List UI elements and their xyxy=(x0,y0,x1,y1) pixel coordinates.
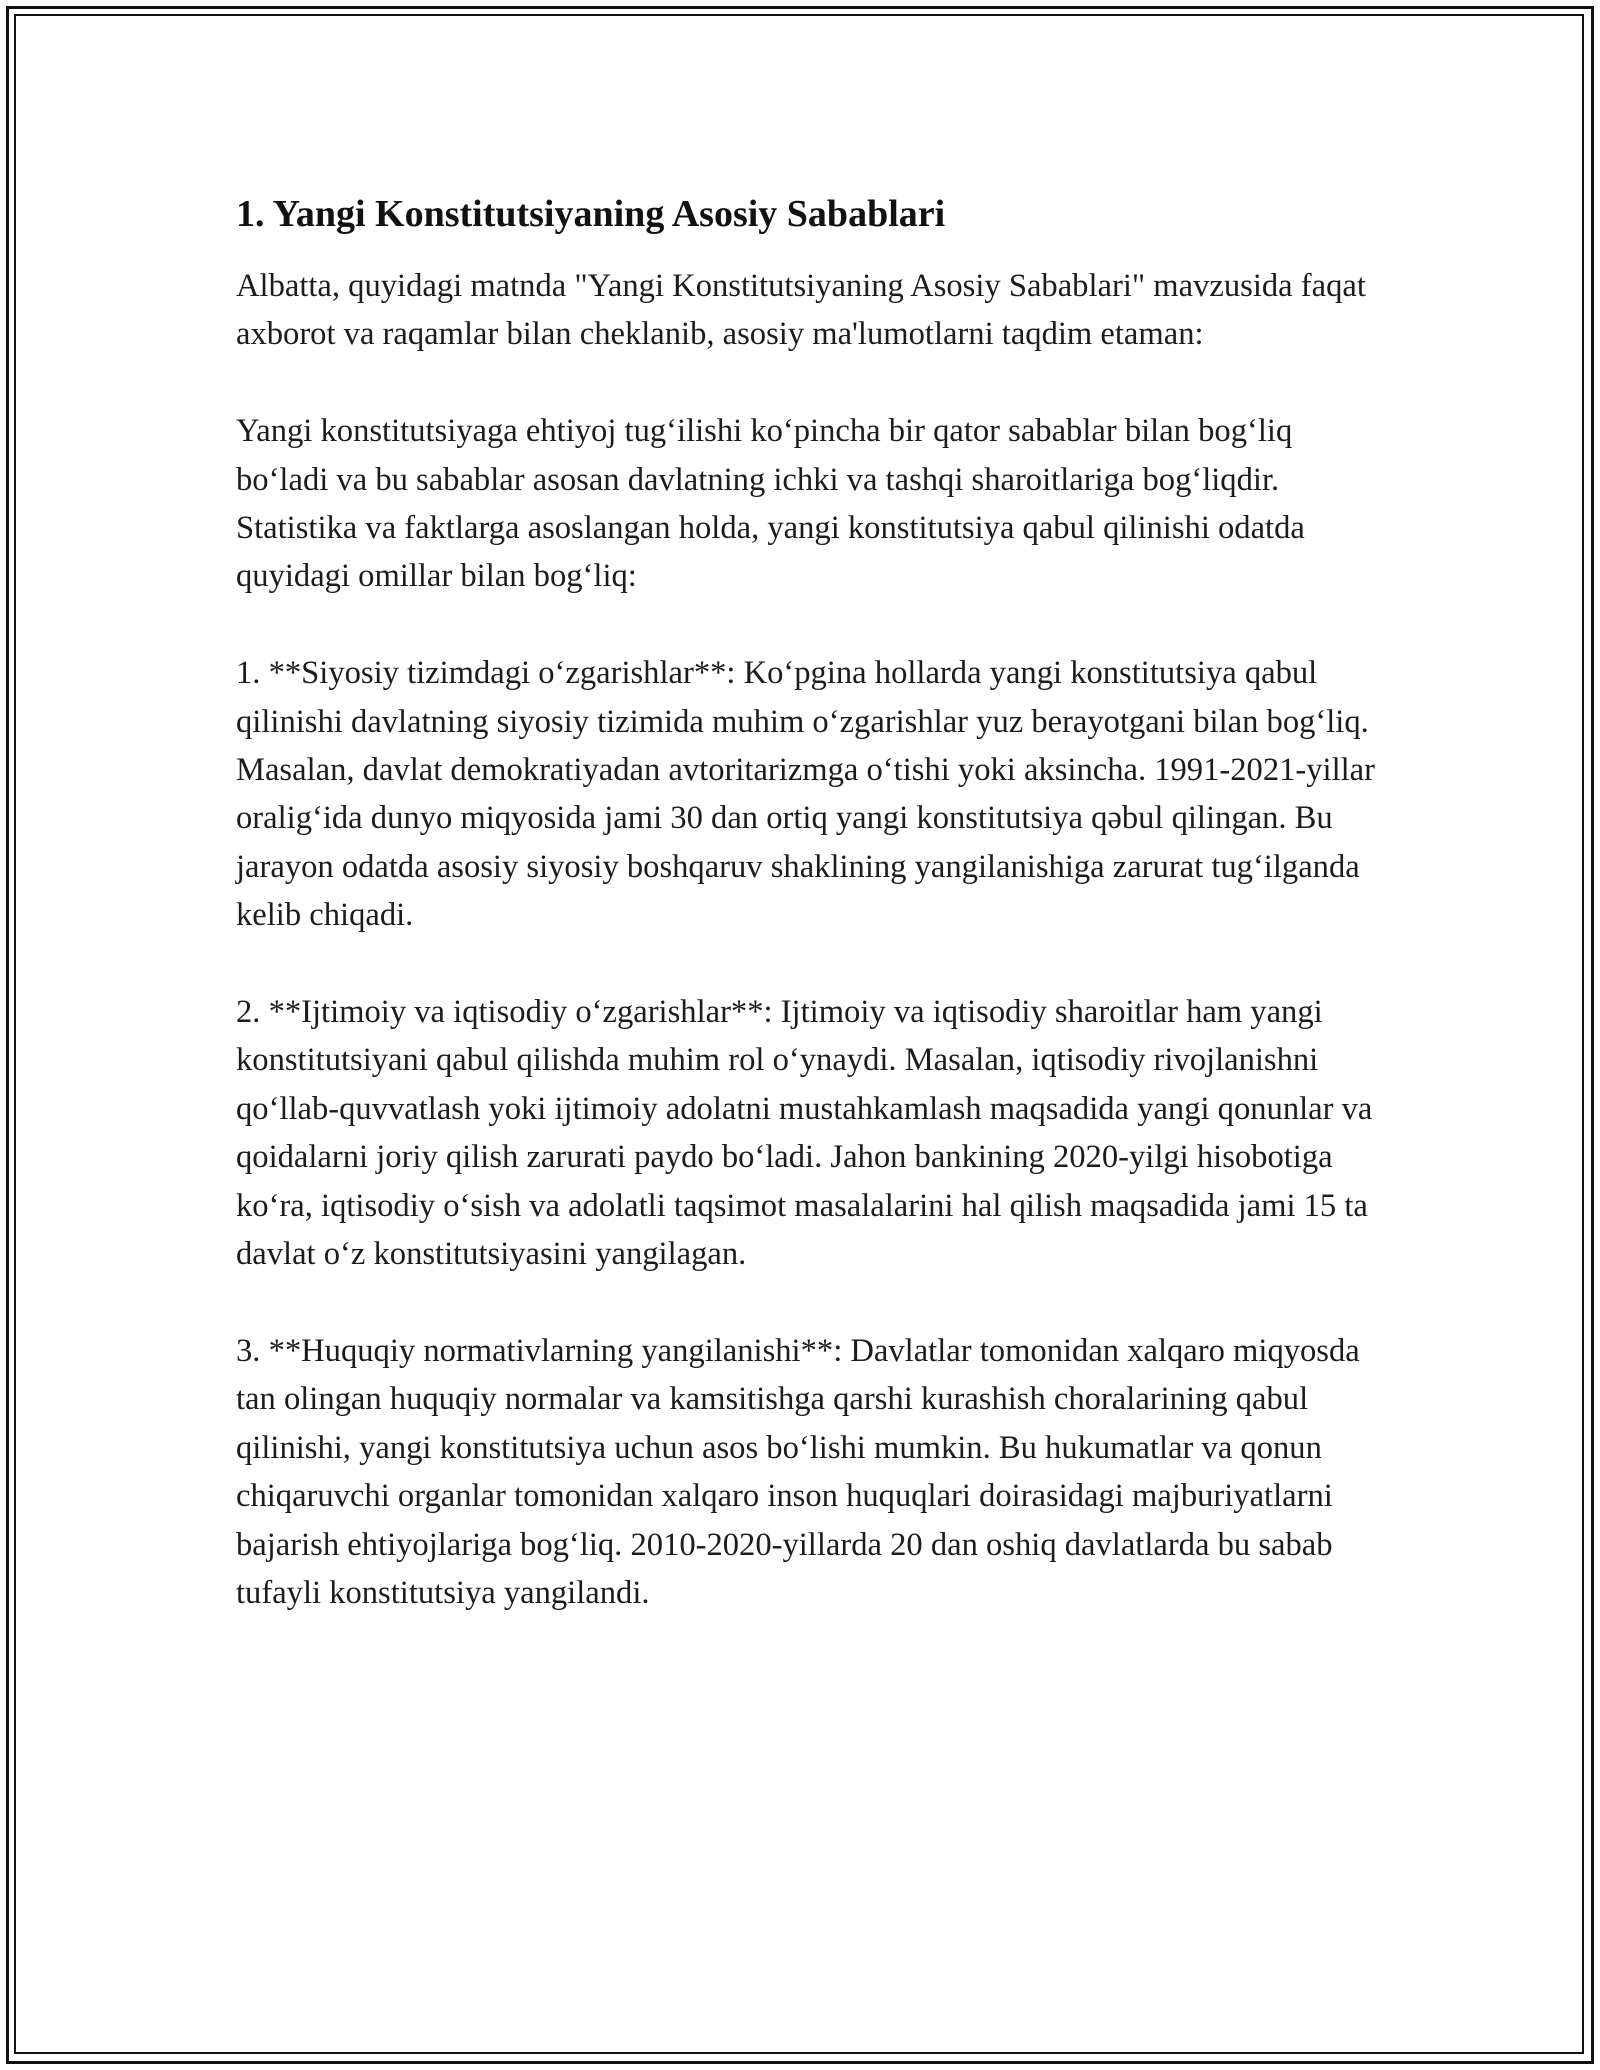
paragraph-reason-legal: 3. **Huquqiy normativlarning yangilanishi**: Davlatlar tomonidan xalqaro miqyosda tan olingan huquqiy normalar va kamsitishga qarshi kurashish choralarining qabul qilinishi, yangi konstitutsiya uchun asos bo‘lishi mumkin. Bu hukumatlar va qonun chiqaruvchi organlar tomonidan xalqaro inson huquqlari doirasidagi majburiyatlarni bajarish ehtiyojlariga bog‘liq. 2010-2020-yillarda 20 dan oshiq davlatlarda bu sabab tufayli konstitutsiya yangilandi. xyxy=(236,1332,1360,1611)
document-heading: 1. Yangi Konstitutsiyaning Asosiy Sabablari xyxy=(236,193,946,235)
paragraph-reason-political: 1. **Siyosiy tizimdagi o‘zgarishlar**: Ko‘pgina hollarda yangi konstitutsiya qabul qilinishi davlatning siyosiy tizimida muhim o‘zgarishlar yuz berayotgani bilan bog‘liq. Masalan, davlat demokratiyadan avtoritarizmga o‘tishi yoki aksincha. 1991-2021-yillar oralig‘ida dunyo miqyosida jami 30 dan ortiq yangi konstitutsiya qəbul qilingan. Bu jarayon odatda asosiy siyosiy boshqaruv shaklining yangilanishiga zarurat tug‘ilganda kelib chiqadi. xyxy=(236,655,1375,934)
paragraph-reason-socioeconomic: 2. **Ijtimoiy va iqtisodiy o‘zgarishlar**: Ijtimoiy va iqtisodiy sharoitlar ham yangi konstitutsiyani qabul qilishda muhim rol o‘ynaydi. Masalan, iqtisodiy rivojlanishni qo‘llab-quvvatlash yoki ijtimoiy adolatni mustahkamlash maqsadida yangi qonunlar va qoidalarni joriy qilish zarurati paydo bo‘ladi. Jahon bankining 2020-yilgi hisobotiga ko‘ra, iqtisodiy o‘sish va adolatli taqsimot masalalarini hal qilish maqsadida jami 15 ta davlat o‘z konstitutsiyasini yangilagan. xyxy=(236,994,1373,1273)
document-body xyxy=(236,188,1376,1666)
paragraph-intro: Albatta, quyidagi matnda "Yangi Konstitutsiyaning Asosiy Sabablari" mavzusida faqat axborot va raqamlar bilan cheklanib, asosiy ma'lumotlarni taqdim etaman: xyxy=(236,268,1366,353)
paragraph-context: Yangi konstitutsiyaga ehtiyoj tug‘ilishi ko‘pincha bir qator sabablar bilan bog‘liq bo‘ladi va bu sabablar asosan davlatning ichki va tashqi sharoitlariga bog‘liqdir. Statistika va faktlarga asoslangan holda, yangi konstitutsiya qabul qilinishi odatda quyidagi omillar bilan bog‘liq: xyxy=(236,413,1305,595)
